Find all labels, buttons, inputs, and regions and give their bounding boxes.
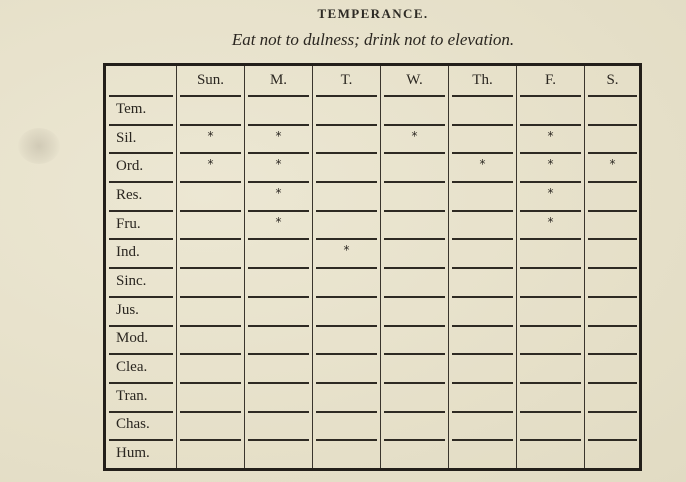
cell-tuesday[interactable] (312, 152, 380, 181)
cell-thursday[interactable] (448, 325, 516, 354)
row-label (106, 382, 176, 411)
row-rule (248, 210, 309, 212)
cell-monday[interactable] (244, 439, 312, 468)
row-label (106, 95, 176, 124)
row-rule (180, 439, 241, 441)
cell-friday[interactable] (516, 411, 584, 440)
cell-sunday[interactable] (176, 152, 244, 181)
row-rule (180, 124, 241, 126)
cell-wednesday[interactable] (380, 382, 448, 411)
cell-saturday[interactable] (584, 124, 640, 153)
cell-wednesday[interactable] (380, 296, 448, 325)
cell-wednesday[interactable] (380, 267, 448, 296)
row-rule (452, 382, 513, 384)
row-rule (452, 325, 513, 327)
fault-mark-icon: * (547, 185, 554, 200)
cell-monday[interactable] (244, 181, 312, 210)
cell-thursday[interactable] (448, 267, 516, 296)
cell-saturday[interactable] (584, 95, 640, 124)
cell-saturday[interactable] (584, 267, 640, 296)
row-rule (520, 411, 581, 413)
row-rule (248, 411, 309, 413)
cell-monday[interactable] (244, 238, 312, 267)
row-label (106, 411, 176, 440)
cell-monday[interactable] (244, 325, 312, 354)
row-rule (520, 181, 581, 183)
row-rule (452, 181, 513, 183)
cell-monday[interactable] (244, 267, 312, 296)
row-rule (588, 296, 637, 298)
row-rule (248, 152, 309, 154)
row-rule (384, 411, 445, 413)
row-rule (452, 296, 513, 298)
cell-wednesday[interactable] (380, 210, 448, 239)
row-rule (452, 95, 513, 97)
row-rule (452, 267, 513, 269)
cell-friday[interactable] (516, 238, 584, 267)
cell-tuesday[interactable] (312, 95, 380, 124)
cell-saturday[interactable] (584, 181, 640, 210)
row-rule (248, 95, 309, 97)
row-rule (520, 439, 581, 441)
fault-mark-icon: * (275, 128, 282, 143)
cell-friday[interactable] (516, 181, 584, 210)
row-rule (248, 296, 309, 298)
row-rule (452, 411, 513, 413)
row-rule (588, 152, 637, 154)
row-rule (384, 439, 445, 441)
column-header-friday: F. (516, 66, 584, 95)
row-label (106, 267, 176, 296)
cell-sunday[interactable] (176, 238, 244, 267)
row-rule (109, 267, 173, 269)
row-label (106, 152, 176, 181)
column-header-monday: M. (244, 66, 312, 95)
row-rule (248, 439, 309, 441)
cell-monday[interactable] (244, 210, 312, 239)
virtue-table (106, 66, 640, 468)
cell-wednesday[interactable] (380, 411, 448, 440)
cell-tuesday[interactable] (312, 181, 380, 210)
cell-friday[interactable] (516, 124, 584, 153)
cell-saturday[interactable] (584, 210, 640, 239)
cell-monday[interactable] (244, 95, 312, 124)
row-rule (248, 325, 309, 327)
cell-monday[interactable] (244, 411, 312, 440)
row-rule (180, 382, 241, 384)
row-rule (316, 181, 377, 183)
row-rule (248, 238, 309, 240)
cell-sunday[interactable] (176, 181, 244, 210)
row-rule (180, 267, 241, 269)
row-rule (248, 382, 309, 384)
fault-mark-icon: * (343, 243, 350, 258)
row-rule (520, 210, 581, 212)
row-rule (520, 95, 581, 97)
row-rule (109, 325, 173, 327)
row-rule (109, 439, 173, 441)
row-rule (180, 296, 241, 298)
row-rule (248, 353, 309, 355)
ink-smudge (18, 128, 60, 164)
row-rule (588, 353, 637, 355)
row-label-text: Ind. (116, 244, 140, 261)
table-row (106, 124, 640, 153)
row-rule (588, 210, 637, 212)
row-label (106, 124, 176, 153)
row-rule (109, 296, 173, 298)
corner-cell (106, 66, 176, 95)
cell-thursday[interactable] (448, 95, 516, 124)
row-rule (588, 411, 637, 413)
cell-sunday[interactable] (176, 124, 244, 153)
column-header-sunday: Sun. (176, 66, 244, 95)
cell-sunday[interactable] (176, 296, 244, 325)
cell-thursday[interactable] (448, 152, 516, 181)
cell-monday[interactable] (244, 152, 312, 181)
row-rule (316, 210, 377, 212)
row-label-text: Hum. (116, 445, 150, 462)
row-rule (316, 267, 377, 269)
fault-mark-icon: * (207, 128, 214, 143)
row-rule (316, 124, 377, 126)
cell-sunday[interactable] (176, 353, 244, 382)
cell-thursday[interactable] (448, 181, 516, 210)
table-row (106, 325, 640, 354)
row-rule (588, 181, 637, 183)
cell-sunday[interactable] (176, 267, 244, 296)
cell-friday[interactable] (516, 267, 584, 296)
row-rule (452, 152, 513, 154)
row-rule (109, 95, 173, 97)
fault-mark-icon: * (547, 128, 554, 143)
cell-wednesday[interactable] (380, 325, 448, 354)
row-label (106, 325, 176, 354)
row-label (106, 353, 176, 382)
cell-saturday[interactable] (584, 152, 640, 181)
row-rule (452, 124, 513, 126)
row-label (106, 238, 176, 267)
row-rule (109, 210, 173, 212)
cell-thursday[interactable] (448, 353, 516, 382)
row-label-text: Jus. (116, 301, 139, 318)
row-rule (588, 439, 637, 441)
row-rule (316, 95, 377, 97)
fault-mark-icon: * (275, 185, 282, 200)
cell-wednesday[interactable] (380, 95, 448, 124)
cell-wednesday[interactable] (380, 353, 448, 382)
row-rule (109, 382, 173, 384)
row-rule (588, 382, 637, 384)
table-row (106, 181, 640, 210)
row-rule (520, 382, 581, 384)
table-row (106, 152, 640, 181)
cell-friday[interactable] (516, 325, 584, 354)
cell-friday[interactable] (516, 210, 584, 239)
row-label-text: Sinc. (116, 272, 147, 289)
header-row (106, 66, 640, 95)
table-row (106, 267, 640, 296)
row-rule (520, 267, 581, 269)
row-rule (452, 353, 513, 355)
row-rule (180, 353, 241, 355)
cell-tuesday[interactable] (312, 238, 380, 267)
cell-monday[interactable] (244, 296, 312, 325)
row-rule (384, 124, 445, 126)
cell-wednesday[interactable] (380, 238, 448, 267)
row-rule (384, 181, 445, 183)
page-subtitle: Eat not to dulness; drink not to elevation. (231, 30, 515, 49)
cell-saturday[interactable] (584, 238, 640, 267)
row-rule (588, 238, 637, 240)
cell-monday[interactable] (244, 382, 312, 411)
row-rule (316, 296, 377, 298)
cell-friday[interactable] (516, 382, 584, 411)
row-rule (520, 325, 581, 327)
cell-sunday[interactable] (176, 95, 244, 124)
row-rule (109, 181, 173, 183)
cell-saturday[interactable] (584, 411, 640, 440)
row-label-text: Fru. (116, 215, 141, 232)
table-row (106, 238, 640, 267)
cell-sunday[interactable] (176, 325, 244, 354)
cell-tuesday[interactable] (312, 296, 380, 325)
row-rule (384, 382, 445, 384)
row-label-text: Res. (116, 186, 143, 203)
row-rule (180, 238, 241, 240)
cell-tuesday[interactable] (312, 325, 380, 354)
row-rule (384, 296, 445, 298)
table-row (106, 210, 640, 239)
row-rule (316, 353, 377, 355)
cell-friday[interactable] (516, 353, 584, 382)
cell-wednesday[interactable] (380, 439, 448, 468)
row-rule (316, 238, 377, 240)
cell-thursday[interactable] (448, 124, 516, 153)
column-header-tuesday: T. (312, 66, 380, 95)
row-rule (180, 210, 241, 212)
cell-sunday[interactable] (176, 382, 244, 411)
cell-sunday[interactable] (176, 210, 244, 239)
row-label-text: Clea. (116, 359, 148, 376)
cell-sunday[interactable] (176, 439, 244, 468)
cell-tuesday[interactable] (312, 411, 380, 440)
row-rule (180, 152, 241, 154)
cell-friday[interactable] (516, 439, 584, 468)
row-rule (109, 124, 173, 126)
row-rule (109, 238, 173, 240)
cell-thursday[interactable] (448, 238, 516, 267)
row-rule (109, 411, 173, 413)
table-body (106, 95, 640, 468)
row-rule (588, 95, 637, 97)
cell-saturday[interactable] (584, 439, 640, 468)
cell-friday[interactable] (516, 296, 584, 325)
row-rule (588, 124, 637, 126)
row-rule (520, 238, 581, 240)
row-rule (316, 439, 377, 441)
cell-tuesday[interactable] (312, 124, 380, 153)
row-rule (180, 325, 241, 327)
row-label-text: Mod. (116, 330, 149, 347)
cell-thursday[interactable] (448, 296, 516, 325)
cell-friday[interactable] (516, 152, 584, 181)
row-rule (109, 353, 173, 355)
row-rule (180, 181, 241, 183)
table-row (106, 353, 640, 382)
cell-sunday[interactable] (176, 411, 244, 440)
column-header-wednesday: W. (380, 66, 448, 95)
cell-friday[interactable] (516, 95, 584, 124)
row-rule (180, 411, 241, 413)
table-row (106, 439, 640, 468)
row-rule (384, 95, 445, 97)
row-rule (248, 124, 309, 126)
fault-mark-icon: * (207, 157, 214, 172)
row-rule (248, 267, 309, 269)
row-label (106, 181, 176, 210)
cell-tuesday[interactable] (312, 439, 380, 468)
row-rule (520, 152, 581, 154)
cell-wednesday[interactable] (380, 181, 448, 210)
row-rule (316, 325, 377, 327)
table-row (106, 411, 640, 440)
cell-saturday[interactable] (584, 296, 640, 325)
row-rule (452, 210, 513, 212)
row-label-text: Chas. (116, 416, 150, 433)
row-rule (316, 382, 377, 384)
row-rule (384, 210, 445, 212)
row-rule (316, 411, 377, 413)
cell-thursday[interactable] (448, 210, 516, 239)
cell-monday[interactable] (244, 124, 312, 153)
row-rule (520, 353, 581, 355)
row-label (106, 296, 176, 325)
fault-mark-icon: * (275, 214, 282, 229)
row-rule (180, 95, 241, 97)
row-rule (588, 325, 637, 327)
column-header-saturday: S. (584, 66, 640, 95)
cell-thursday[interactable] (448, 411, 516, 440)
cell-thursday[interactable] (448, 382, 516, 411)
fault-mark-icon: * (411, 128, 418, 143)
cell-tuesday[interactable] (312, 210, 380, 239)
fault-mark-icon: * (547, 214, 554, 229)
fault-mark-icon: * (479, 157, 486, 172)
fault-mark-icon: * (609, 157, 616, 172)
table-row (106, 95, 640, 124)
cell-saturday[interactable] (584, 353, 640, 382)
cell-saturday[interactable] (584, 382, 640, 411)
row-rule (520, 124, 581, 126)
row-label-text: Tran. (116, 387, 148, 404)
cell-tuesday[interactable] (312, 353, 380, 382)
row-rule (452, 238, 513, 240)
row-rule (109, 152, 173, 154)
row-label (106, 439, 176, 468)
row-label-text: Ord. (116, 158, 144, 175)
cell-wednesday[interactable] (380, 124, 448, 153)
table-row (106, 296, 640, 325)
fault-mark-icon: * (275, 157, 282, 172)
cell-tuesday[interactable] (312, 267, 380, 296)
row-rule (384, 267, 445, 269)
row-label (106, 210, 176, 239)
row-rule (588, 267, 637, 269)
row-label-text: Sil. (116, 129, 137, 146)
row-rule (384, 152, 445, 154)
row-rule (248, 181, 309, 183)
virtue-chart (103, 63, 642, 471)
table-row (106, 382, 640, 411)
row-rule (452, 439, 513, 441)
cell-saturday[interactable] (584, 325, 640, 354)
cell-wednesday[interactable] (380, 152, 448, 181)
row-rule (384, 353, 445, 355)
fault-mark-icon: * (547, 157, 554, 172)
cell-thursday[interactable] (448, 439, 516, 468)
row-rule (316, 152, 377, 154)
row-label-text: Tem. (116, 100, 147, 117)
column-header-thursday: Th. (448, 66, 516, 95)
cell-monday[interactable] (244, 353, 312, 382)
row-rule (384, 238, 445, 240)
cell-tuesday[interactable] (312, 382, 380, 411)
page-title: TEMPERANCE. (317, 6, 429, 21)
row-rule (384, 325, 445, 327)
row-rule (520, 296, 581, 298)
